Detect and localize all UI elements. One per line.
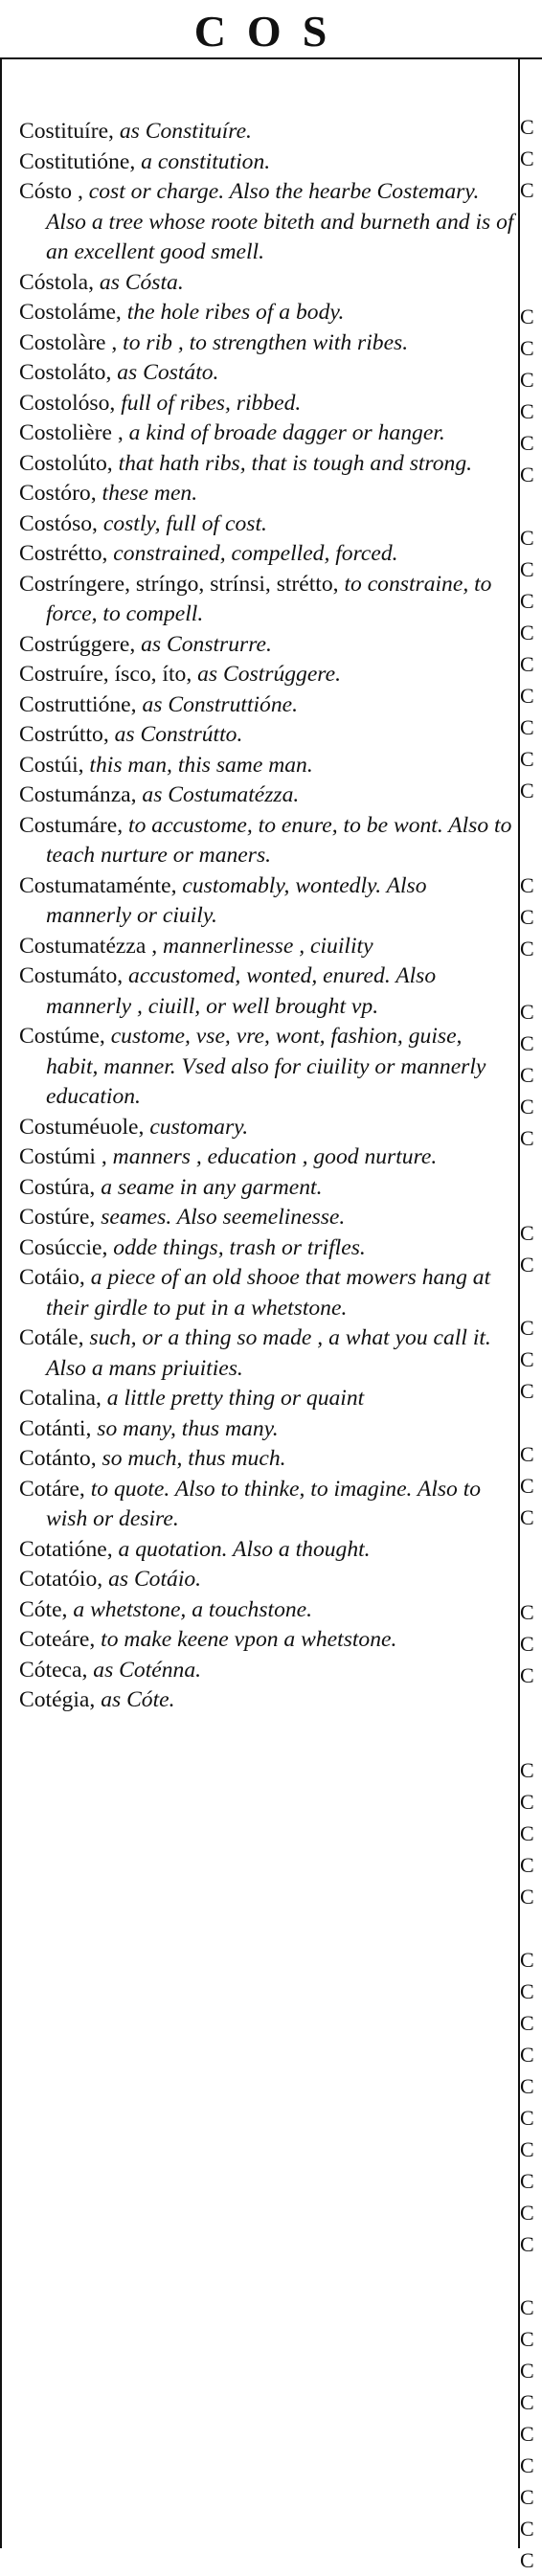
- entry-definition: so much, thus much.: [96, 1446, 286, 1471]
- next-column-fragment: C: [520, 1316, 534, 1340]
- next-column-fragment: C: [520, 589, 534, 613]
- next-column-fragment: C: [520, 1505, 534, 1529]
- entry-definition: as Construrre.: [135, 631, 272, 657]
- entry-headword: Costumataménte,: [19, 872, 177, 898]
- next-column-fragment: C: [520, 1221, 534, 1245]
- entry-headword: Costrétto,: [19, 541, 108, 566]
- entry-definition: full of ribes, ribbed.: [115, 390, 302, 416]
- entry-headword: Costuméuole,: [19, 1114, 145, 1140]
- entry-definition: custome, vse, vre, wont, fashion, guise, habit, manner. Vsed also for ciuility or mannerly education.: [46, 1024, 486, 1109]
- dictionary-entry: [19, 690, 517, 721]
- dictionary-entry: [19, 509, 517, 540]
- next-column-fragment: C: [520, 684, 534, 708]
- dictionary-entry: [19, 1113, 517, 1143]
- entry-definition: to make keene vpon a whetstone.: [95, 1627, 397, 1652]
- entry-headword: Costoláme,: [19, 300, 122, 325]
- entry-definition: a piece of an old shooe that mowers hang at their girdle to put in a whetstone.: [46, 1265, 491, 1321]
- dictionary-entry: [19, 1444, 517, 1475]
- next-column-fragment: [520, 806, 542, 838]
- dictionary-entry: [19, 751, 517, 781]
- entry-headword: Costumáre,: [19, 812, 124, 838]
- entry-definition: as Coténna.: [87, 1657, 202, 1683]
- entry-headword: Coteáre,: [19, 1627, 96, 1652]
- dictionary-entry: [19, 1022, 517, 1113]
- entry-headword: Cotatióne,: [19, 1536, 113, 1562]
- dictionary-entry: [19, 720, 517, 751]
- next-column-fragment: C: [520, 621, 534, 644]
- next-column-fragment: C: [520, 526, 534, 550]
- dictionary-entry: [19, 1233, 517, 1264]
- entry-headword: Cóstola,: [19, 269, 94, 295]
- dictionary-entry: [19, 961, 517, 1022]
- dictionary-entry: [19, 389, 517, 419]
- entry-definition: as Costrúggere.: [192, 662, 341, 687]
- dictionary-entry: [19, 1384, 517, 1414]
- page-header: [0, 0, 542, 63]
- next-column-fragment: C: [520, 2517, 534, 2541]
- dictionary-entry: [19, 1595, 517, 1626]
- dictionary-entry: [19, 449, 517, 480]
- dictionary-entry: [19, 570, 517, 630]
- next-column-fragment: [520, 1186, 542, 1217]
- next-column-fragment: [520, 1407, 542, 1438]
- entry-headword: Costruttióne,: [19, 691, 137, 717]
- entry-headword: Cotalina,: [19, 1386, 102, 1411]
- dictionary-entry: [19, 1625, 517, 1656]
- next-column-fragment: C: [520, 2201, 534, 2225]
- next-column-fragment: [520, 269, 542, 301]
- entry-headword: Cotáre,: [19, 1476, 85, 1502]
- next-column-fragment: C: [520, 905, 534, 929]
- entry-headword: Cóte,: [19, 1596, 68, 1622]
- entry-definition: to quote. Also to thinke, to imagine. Also to wish or desire.: [46, 1476, 482, 1531]
- page-title: COS: [193, 7, 349, 56]
- entry-definition: a little pretty thing or quaint: [101, 1386, 365, 1411]
- dictionary-entry: [19, 811, 517, 871]
- next-column-fragment: [520, 838, 542, 870]
- entry-definition: a whetstone, a touchstone.: [67, 1596, 313, 1622]
- next-column-fragment: C: [520, 2548, 534, 2572]
- entry-definition: as Costáto.: [111, 360, 219, 385]
- dictionary-column: [19, 117, 517, 1716]
- next-column-fragment: C: [520, 147, 534, 170]
- next-column-fragment: C: [520, 2011, 534, 2035]
- entry-headword: Cosúccie,: [19, 1234, 108, 1260]
- entry-definition: manners , education , good nurture.: [106, 1144, 438, 1169]
- entry-headword: Costoláto,: [19, 360, 112, 385]
- dictionary-entry: [19, 871, 517, 932]
- entry-definition: these men.: [96, 481, 198, 506]
- entry-headword: Cóteca,: [19, 1657, 88, 1683]
- next-column-fragment: C: [520, 1632, 534, 1656]
- next-column-fragment: C: [520, 1979, 534, 2003]
- entry-headword: Cotánti,: [19, 1415, 92, 1441]
- next-column-fragment: C: [520, 1790, 534, 1814]
- dictionary-entry: [19, 147, 517, 178]
- entry-definition: as Costumatézza.: [136, 782, 300, 807]
- next-column-fragment: C: [520, 2295, 534, 2319]
- dictionary-entry: [19, 328, 517, 359]
- next-column-fragment: [520, 1280, 542, 1312]
- entry-headword: Costúra,: [19, 1174, 96, 1200]
- entry-definition: as Constrútto.: [108, 722, 243, 747]
- dictionary-entry: [19, 1656, 517, 1686]
- next-column-fragment: C: [520, 2453, 534, 2477]
- entry-definition: this man, this same man.: [83, 752, 313, 778]
- next-column-fragment: C: [520, 1031, 534, 1055]
- next-column-fragment: C: [520, 1126, 534, 1150]
- entry-definition: customably, wontedly. Also mannerly or ciuily.: [46, 872, 427, 928]
- entry-headword: Costúme,: [19, 1024, 105, 1049]
- entry-headword: Costrútto,: [19, 722, 109, 747]
- next-column-fragment: C: [520, 1379, 534, 1403]
- dictionary-entry: [19, 1414, 517, 1445]
- entry-headword: Costumánza,: [19, 782, 137, 807]
- next-column-fragment: C: [520, 178, 534, 202]
- entry-headword: Costolóso,: [19, 390, 116, 416]
- entry-definition: costly, full of cost.: [97, 510, 267, 536]
- next-column-fragment: C: [520, 1758, 534, 1782]
- entry-headword: Costolière ,: [19, 420, 124, 445]
- next-column-fragment: C: [520, 1948, 534, 1972]
- next-column-fragment: C: [520, 2422, 534, 2446]
- entry-definition: to accustome, to enure, to be wont. Also to teach nurture or maners.: [46, 812, 512, 868]
- next-column-fragment: [520, 1912, 542, 1944]
- entry-definition: as Cotáio.: [102, 1567, 202, 1592]
- dictionary-entry: [19, 1323, 517, 1384]
- next-column-fragment: [520, 237, 542, 269]
- entry-headword: Costumatézza ,: [19, 933, 158, 959]
- dictionary-entry: [19, 1535, 517, 1566]
- entry-definition: a constitution.: [135, 148, 271, 174]
- next-column-fragment: C: [520, 2327, 534, 2351]
- next-column-fragment: C: [520, 2169, 534, 2193]
- next-column-edge: [520, 111, 542, 2576]
- next-column-fragment: [520, 2260, 542, 2292]
- entry-definition: to rib , to strengthen with ribes.: [117, 329, 409, 355]
- entry-definition: odde things, trash or trifles.: [107, 1234, 366, 1260]
- next-column-fragment: C: [520, 2137, 534, 2161]
- dictionary-entry: [19, 298, 517, 328]
- next-column-fragment: C: [520, 715, 534, 739]
- dictionary-entry: [19, 1142, 517, 1173]
- entry-headword: Cotatóio,: [19, 1567, 103, 1592]
- entry-headword: Cósto ,: [19, 179, 83, 204]
- next-column-fragment: C: [520, 1853, 534, 1877]
- entry-definition: a seame in any garment.: [95, 1174, 323, 1200]
- entry-definition: as Construttióne.: [136, 691, 299, 717]
- dictionary-entry: [19, 418, 517, 449]
- entry-headword: Costituíre,: [19, 119, 114, 144]
- entry-definition: as Cósta.: [94, 269, 184, 295]
- next-column-fragment: C: [520, 2043, 534, 2067]
- entry-definition: mannerlinesse , ciuility: [157, 933, 373, 959]
- dictionary-entry: [19, 630, 517, 661]
- next-column-fragment: C: [520, 1442, 534, 1466]
- next-column-fragment: C: [520, 2359, 534, 2383]
- next-column-fragment: C: [520, 1474, 534, 1498]
- next-column-fragment: C: [520, 431, 534, 455]
- entry-headword: Costóso,: [19, 510, 98, 536]
- entry-definition: a kind of broade dagger or hanger.: [123, 420, 445, 445]
- entry-headword: Cotánto,: [19, 1446, 97, 1471]
- dictionary-entry: [19, 268, 517, 299]
- entry-headword: Costolúto,: [19, 450, 113, 476]
- next-column-fragment: C: [520, 2390, 534, 2414]
- entry-headword: Costruíre, ísco, íto,: [19, 662, 192, 687]
- next-column-fragment: C: [520, 747, 534, 771]
- entry-definition: to constraine, to force, to compell.: [46, 571, 492, 626]
- next-column-fragment: [520, 206, 542, 237]
- next-column-fragment: C: [520, 1095, 534, 1119]
- next-column-fragment: C: [520, 2232, 534, 2256]
- next-column-fragment: C: [520, 336, 534, 360]
- dictionary-entry: [19, 1203, 517, 1233]
- entry-definition: seames. Also seemelinesse.: [95, 1205, 346, 1230]
- next-column-fragment: C: [520, 115, 534, 139]
- next-column-fragment: C: [520, 368, 534, 392]
- next-column-fragment: [520, 1691, 542, 1723]
- entry-definition: as Cóte.: [95, 1687, 175, 1712]
- next-column-fragment: C: [520, 1000, 534, 1024]
- next-column-fragment: C: [520, 873, 534, 897]
- dictionary-entry: [19, 780, 517, 811]
- next-column-fragment: C: [520, 779, 534, 802]
- entry-definition: constrained, compelled, forced.: [107, 541, 398, 566]
- dictionary-entry: [19, 1263, 517, 1323]
- next-column-fragment: [520, 1154, 542, 1186]
- entry-headword: Costolàre ,: [19, 329, 118, 355]
- header-rule: [0, 57, 542, 59]
- dictionary-entry: [19, 1565, 517, 1595]
- next-column-fragment: C: [520, 1063, 534, 1087]
- next-column-fragment: [520, 490, 542, 522]
- dictionary-entry: [19, 932, 517, 962]
- entry-headword: Cotále,: [19, 1325, 84, 1350]
- dictionary-entry: [19, 117, 517, 147]
- entry-definition: cost or charge. Also the hearbe Costemary. Also a tree whose roote biteth and burneth and is of an excellent good smell.: [46, 179, 514, 264]
- dictionary-entry: [19, 1173, 517, 1204]
- next-column-fragment: [520, 1533, 542, 1565]
- next-column-fragment: C: [520, 2106, 534, 2130]
- entry-headword: Cotáio,: [19, 1265, 85, 1290]
- entry-headword: Costumáto,: [19, 963, 124, 988]
- entry-definition: customary.: [144, 1114, 249, 1140]
- dictionary-entry: [19, 479, 517, 509]
- entry-definition: so many, thus many.: [91, 1415, 279, 1441]
- entry-definition: a quotation. Also a thought.: [112, 1536, 371, 1562]
- next-column-fragment: [520, 1723, 542, 1754]
- next-column-fragment: C: [520, 1347, 534, 1371]
- next-column-fragment: C: [520, 557, 534, 581]
- dictionary-entry: [19, 660, 517, 690]
- entry-headword: Costúmi ,: [19, 1144, 107, 1169]
- dictionary-entry: [19, 358, 517, 389]
- next-column-fragment: C: [520, 305, 534, 328]
- entry-headword: Costrúggere,: [19, 631, 136, 657]
- next-column-fragment: C: [520, 2074, 534, 2098]
- dictionary-entry: [19, 1685, 517, 1716]
- left-column-rule: [0, 59, 2, 2548]
- dictionary-entry: [19, 177, 517, 268]
- entry-headword: Costúi,: [19, 752, 84, 778]
- next-column-fragment: C: [520, 1885, 534, 1909]
- entry-headword: Costúre,: [19, 1205, 96, 1230]
- dictionary-entry: [19, 539, 517, 570]
- next-column-fragment: C: [520, 1600, 534, 1624]
- next-column-fragment: C: [520, 652, 534, 676]
- entry-definition: that hath ribs, that is tough and strong.: [112, 450, 473, 476]
- next-column-fragment: [520, 1565, 542, 1596]
- next-column-fragment: C: [520, 399, 534, 423]
- entry-headword: Costríngere, stríngo, strínsi, strétto,: [19, 571, 339, 597]
- next-column-fragment: [520, 964, 542, 996]
- entry-definition: accustomed, wonted, enured. Also mannerly , ciuill, or well brought vp.: [46, 963, 437, 1019]
- next-column-fragment: C: [520, 463, 534, 486]
- entry-definition: such, or a thing so made , a what you call it. Also a mans priuities.: [46, 1325, 491, 1381]
- next-column-fragment: C: [520, 1821, 534, 1845]
- next-column-fragment: C: [520, 1253, 534, 1277]
- entry-definition: as Constituíre.: [113, 119, 252, 144]
- next-column-fragment: C: [520, 1663, 534, 1687]
- dictionary-entry: [19, 1475, 517, 1535]
- entry-definition: the hole ribes of a body.: [121, 300, 345, 325]
- entry-headword: Costitutióne,: [19, 148, 136, 174]
- entry-headword: Cotégia,: [19, 1687, 96, 1712]
- next-column-fragment: C: [520, 937, 534, 960]
- next-column-fragment: C: [520, 2485, 534, 2509]
- entry-headword: Costóro,: [19, 481, 97, 506]
